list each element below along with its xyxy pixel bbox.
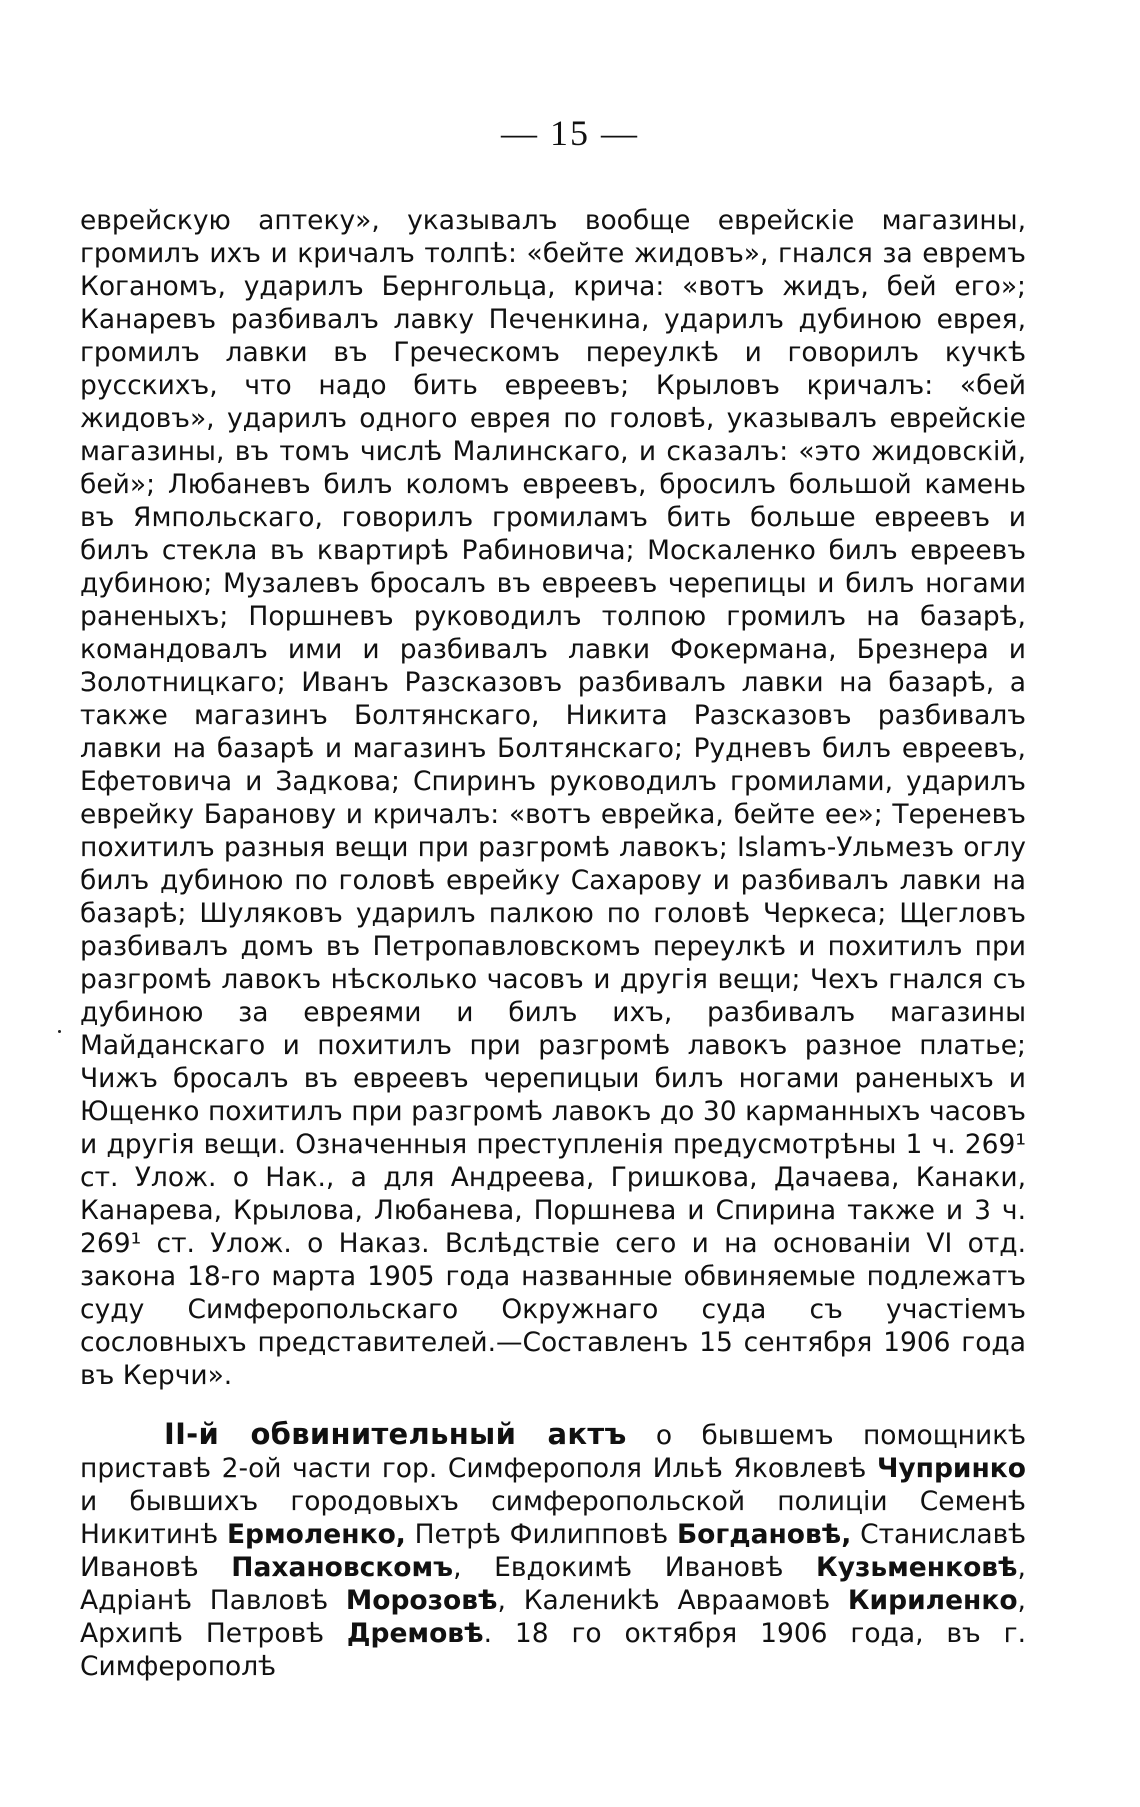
defendant-name-ermolenko: Ермоленко, [226,1519,406,1550]
defendant-name-morozov: Морозовѣ [345,1585,498,1616]
act-text-1: о бывшемъ помощникѣ приставѣ 2-ой части гор. Симферополя Ильѣ Яковлевѣ [80,1420,1027,1484]
defendant-name-dremov: Дремовѣ [346,1618,484,1649]
act-text-8: , Архипѣ Петровѣ [80,1585,1026,1649]
act-text-2: и бывшихъ городовыхъ симферопольской полиціи Семенѣ Никитинѣ [80,1486,1026,1550]
defendant-name-chuprinko: Чупринко [876,1453,1026,1484]
defendant-name-kirilenko: Кириленко [847,1585,1018,1616]
act-text-3: Петрѣ Филипповѣ [405,1519,677,1550]
page-number: — 15 — [501,113,639,153]
defendant-name-kuzmenkov: Кузьменковѣ [816,1552,1018,1583]
defendant-name-pakhanovsky: Пахановскомъ [231,1552,454,1583]
indictment-paragraph [80,1418,1026,1683]
print-speck [58,1030,61,1033]
act-text-6: , Адріанѣ Павловѣ [80,1552,1026,1616]
indictment-heading: II-й обвинительный актъ [164,1417,627,1451]
act-text-4: Станиславѣ Ивановѣ [80,1519,1027,1583]
defendant-name-bogdanov: Богдановѣ, [676,1519,852,1550]
act-text-5: , Евдокимѣ Ивановѣ [453,1552,817,1583]
act-text-9: . 18 го октября 1906 года, въ г. Симферополѣ [80,1618,1026,1682]
act-text-7: , Калениkѣ Авраамовѣ [497,1585,848,1616]
main-paragraph: еврейскую аптеку», указывалъ вообще еврейскіе магазины, громилъ ихъ и кричалъ толпѣ: «бейте жидовъ», гнался за евремъ Коганомъ, ударилъ Бернгольца, крича: «вотъ жидъ, бей его»; Канаревъ разбивалъ лавку Печенкина, ударилъ дубиною еврея, громилъ лавки въ Греческомъ переулкѣ и говорилъ кучкѣ русскихъ, что надо бить евреевъ; Крыловъ кричалъ: «бей жидовъ», ударилъ одного еврея по головѣ, указывалъ еврейскіе магазины, въ томъ числѣ Малинскаго, и сказалъ: «это жидовскій, бей»; Любаневъ билъ коломъ евреевъ, бросилъ большой камень въ Ямпольскаго, говорилъ громиламъ бить больше евреевъ и билъ стекла въ квартирѣ Рабиновича; Москаленко билъ евреевъ дубиною; Музалевъ бросалъ въ евреевъ черепицы и билъ ногами раненыхъ; Поршневъ руководилъ толпою громилъ на базарѣ, командовалъ ими и разбивалъ лавки Фокермана, Брезнера и Золотницкаго; Иванъ Разсказовъ разбивалъ лавки на базарѣ, а также магазинъ Болтянскаго, Никита Разсказовъ разбивалъ лавки на базарѣ и магазинъ Болтянскаго; Рудневъ билъ евреевъ, Ефетовича и Задкова; Спиринъ руководилъ громилами, ударилъ еврейку Баранову и кричалъ: «вотъ еврейка, бейте ее»; Тереневъ похитилъ разныя вещи при разгромѣ лавокъ; Islamъ-Ульмезъ оглу билъ дубиною по головѣ еврейку Сахарову и разбивалъ лавки на базарѣ; Шуляковъ ударилъ палкою по головѣ Черкеса; Щегловъ разбивалъ домъ въ Петропавловскомъ переулкѣ и похитилъ при разгромѣ лавокъ нѣсколько часовъ и другія вещи; Чехъ гнался съ дубиною за евреями и билъ ихъ, разбивалъ магазины Майданскаго и похитилъ при разгромѣ лавокъ разное платье; Чижъ бросалъ въ евреевъ черепицыи билъ ногами раненыхъ и Ющенко похитилъ при разгромѣ лавокъ до 30 карманныхъ часовъ и другія вещи. Означенныя преступленія предусмотрѣны 1 ч. 269¹ ст. Улож. о Нак., а для Андреева, Гришкова, Дачаева, Канаки, Канарева, Крылова, Любанева, Поршнева и Спирина также и 3 ч. 269¹ ст. Улож. о Наказ. Вслѣдствіе сего и на основаніи VI отд. закона 18-го марта 1905 года названные обвиняемые подлежатъ суду Симферопольскаго Окружнаго суда съ участіемъ сословныхъ представителей.—Составленъ 15 сентября 1906 года въ Керчи». [80,205,1026,1391]
